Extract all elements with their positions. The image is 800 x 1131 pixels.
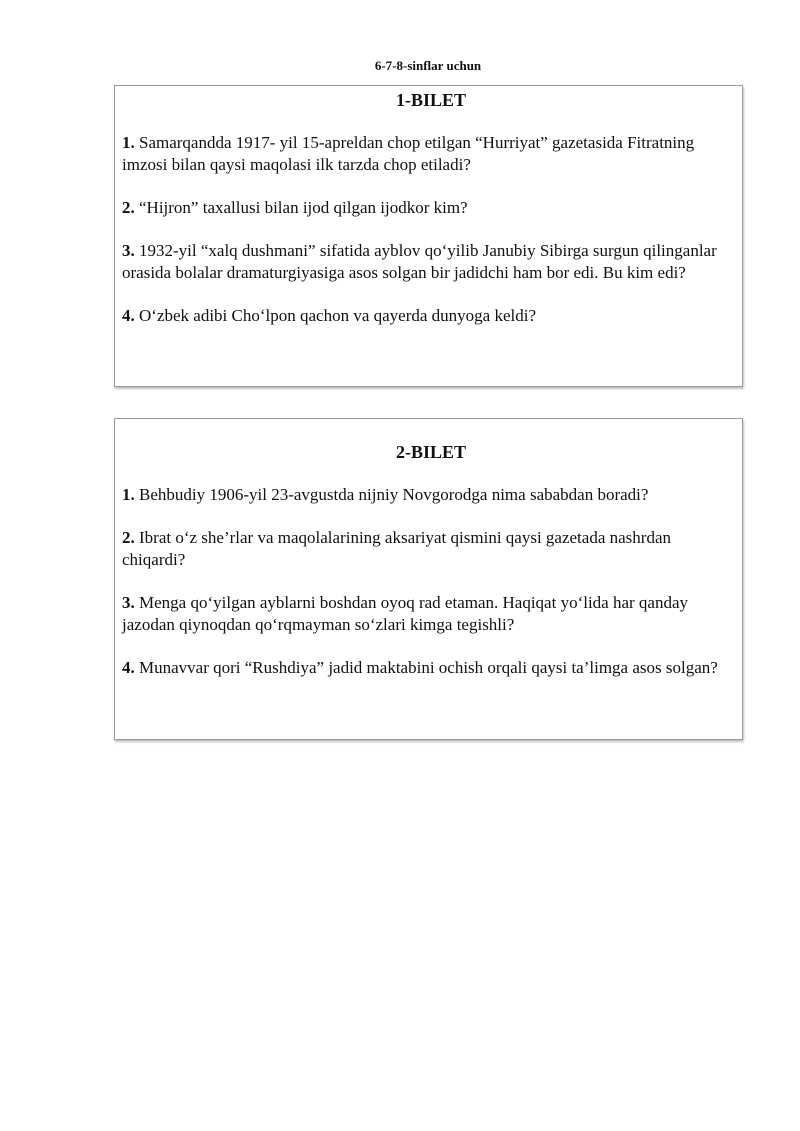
- question-text: Samarqandda 1917- yil 15-apreldan chop etilgan “Hurriyat” gazetasida Fitratning imzosi bilan qaysi maqolasi ilk tarzda chop etiladi?: [122, 133, 695, 174]
- question-2: [122, 197, 734, 219]
- question-1: [122, 484, 734, 506]
- question-text: Menga qo‘yilgan ayblarni boshdan oyoq rad etaman. Haqiqat yo‘lida har qanday jazodan qiynoqdan qo‘rqmayman so‘zlari kimga tegishli?: [122, 593, 689, 634]
- question-text: Behbudiy 1906-yil 23-avgustda nijniy Novgorodga nima sababdan boradi?: [134, 485, 649, 504]
- question-text: Munavvar qori “Rushdiya” jadid maktabini ochish orqali qaysi ta’limga asos solgan?: [134, 658, 718, 677]
- question-text: “Hijron” taxallusi bilan ijod qilgan ijodkor kim?: [134, 198, 468, 217]
- question-number: 4.: [122, 306, 135, 325]
- question-number: 2.: [122, 198, 135, 217]
- question-4: [122, 305, 734, 327]
- ticket-2-box: [114, 418, 743, 740]
- question-number: 3.: [122, 593, 135, 612]
- question-2: [122, 527, 734, 571]
- question-text: 1932-yil “xalq dushmani” sifatida ayblov qo‘yilib Janubiy Sibirga surgun qilinganlar orasida bolalar dramaturgiyasiga asos solgan bir jadidchi ham bor edi. Bu kim edi?: [122, 241, 717, 282]
- ticket-1-box: [114, 85, 743, 387]
- question-text: O‘zbek adibi Cho‘lpon qachon va qayerda dunyoga keldi?: [134, 306, 537, 325]
- ticket-title: 2-BILET: [395, 442, 467, 462]
- question-number: 4.: [122, 658, 135, 677]
- question-text: Ibrat o‘z she’rlar va maqolalarining aksariyat qismini qaysi gazetada nashrdan chiqardi?: [122, 528, 671, 569]
- question-3: [122, 592, 734, 636]
- ticket-title: 1-BILET: [395, 90, 467, 110]
- question-number: 2.: [122, 528, 135, 547]
- question-number: 3.: [122, 241, 135, 260]
- question-3: [122, 240, 734, 284]
- question-4: [122, 657, 734, 679]
- question-number: 1.: [122, 133, 135, 152]
- page-header: 6-7-8-sinflar uchun: [374, 58, 482, 73]
- question-1: [122, 132, 734, 176]
- question-number: 1.: [122, 485, 135, 504]
